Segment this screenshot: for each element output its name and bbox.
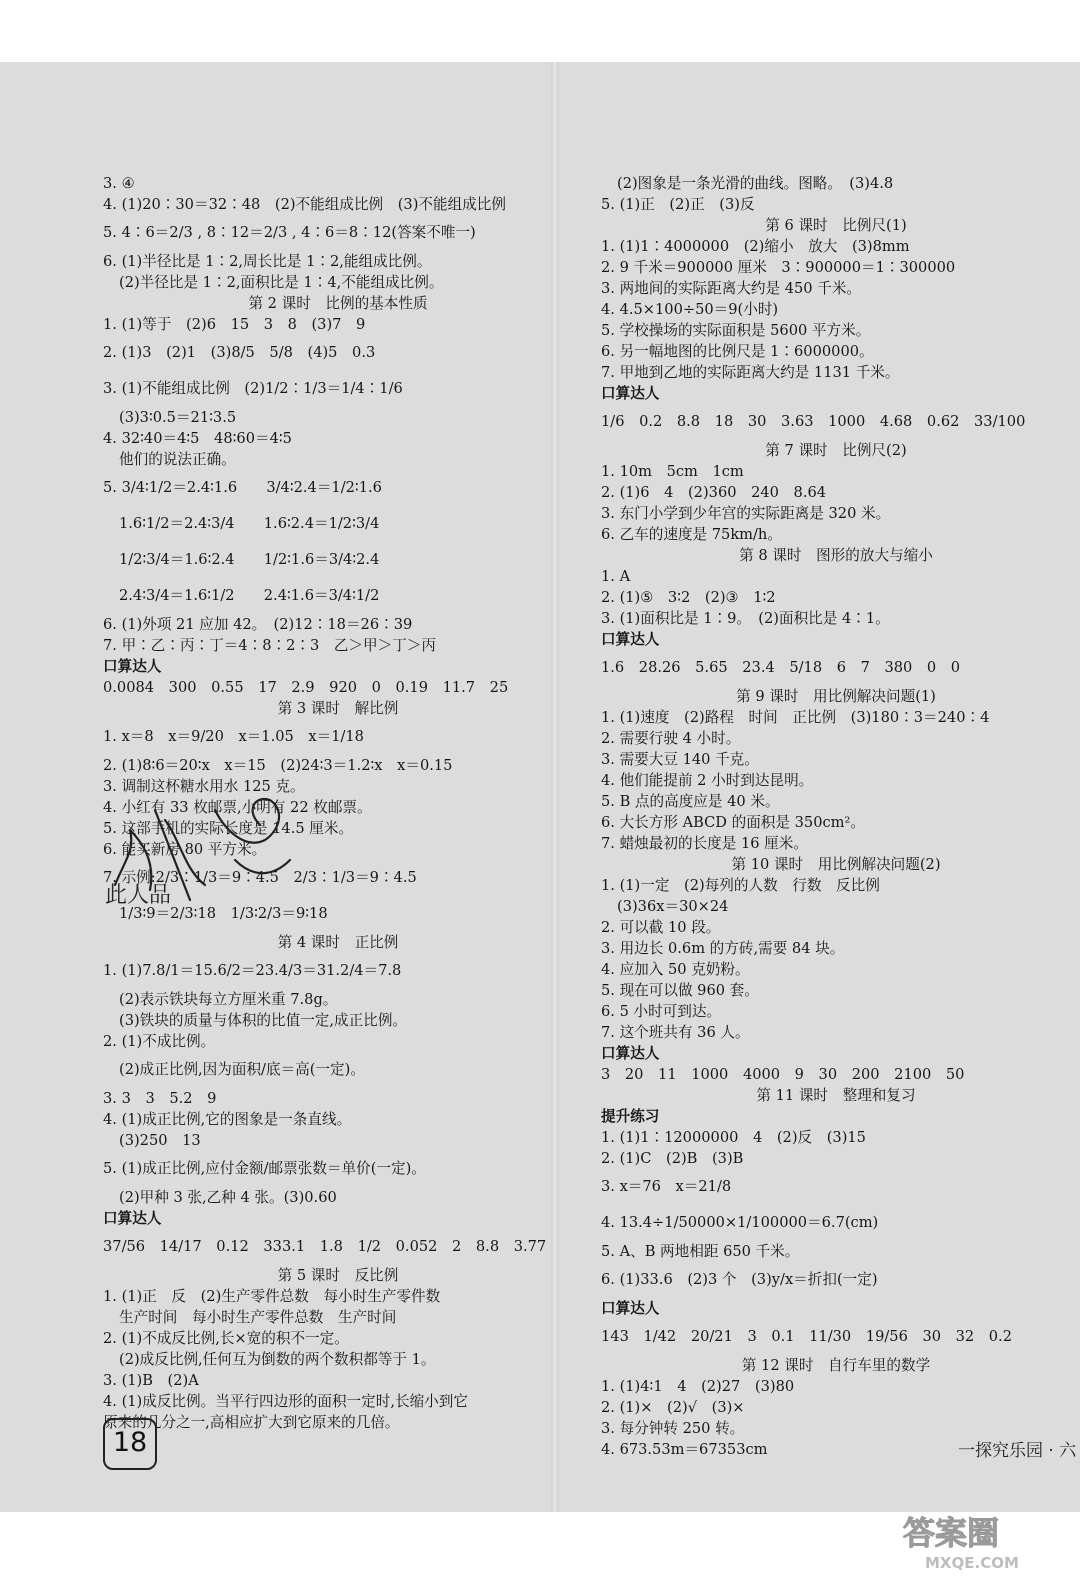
lesson-heading: 第 7 课时 比例尺(2) (765, 442, 907, 459)
answer-line: 6. (1)外项 21 应加 42。 (2)12∶18＝26∶39 (103, 616, 413, 633)
section-label: 口算达人 (601, 631, 660, 648)
answer-line: 原来的几分之一,高相应扩大到它原来的几倍。 (103, 1414, 400, 1431)
answer-line: 1. (1)7.8/1＝15.6/2＝23.4/3＝31.2/4＝7.8 (103, 962, 402, 979)
answer-line: 1. (1)1∶4000000 (2)缩小 放大 (3)8mm (601, 238, 910, 255)
answer-line: 1/6 0.2 8.8 18 30 3.63 1000 4.68 0.62 33/100 (601, 413, 1026, 430)
handwriting-text: 此人品 (105, 883, 172, 908)
answer-line: 1/2∶3/4＝1.6∶2.4 1/2∶1.6＝3/4∶2.4 (119, 551, 380, 568)
answer-line: 7. 这个班共有 36 人。 (601, 1024, 750, 1041)
answer-line: 2. 9 千米＝900000 厘米 3∶900000＝1∶300000 (601, 259, 956, 276)
answer-line: 4. 4.5×100÷50＝9(小时) (601, 301, 779, 318)
answer-line: 7. 示例:2/3∶1/3＝9∶4.5 2/3∶1/3＝9∶4.5 (103, 869, 417, 886)
lesson-heading: 第 11 课时 整理和复习 (756, 1087, 916, 1104)
answer-line: 5. 这部手机的实际长度是 14.5 厘米。 (103, 820, 354, 837)
lesson-heading: 第 9 课时 用比例解决问题(1) (736, 688, 936, 705)
answer-line: 0.0084 300 0.55 17 2.9 920 0 0.19 11.7 25 (103, 679, 509, 696)
answer-line: 143 1/42 20/21 3 0.1 11/30 19/56 30 32 0.2 (601, 1328, 1012, 1345)
answer-line: 4. 应加入 50 克奶粉。 (601, 961, 750, 978)
answer-line: 7. 甲地到乙地的实际距离大约是 1131 千米。 (601, 364, 900, 381)
answer-line: 1.6∶1/2＝2.4∶3/4 1.6∶2.4＝1/2∶3/4 (119, 515, 380, 532)
answer-line: 6. 能买新房 80 平方米。 (103, 841, 267, 858)
answer-line: (2)表示铁块每立方厘米重 7.8g。 (119, 991, 338, 1008)
answer-line: 5. 4∶6＝2/3 , 8∶12＝2/3 , 4∶6＝8∶12(答案不唯一) (103, 224, 476, 241)
section-label: 口算达人 (601, 1045, 660, 1062)
answer-line: 2. (1)不成比例。 (103, 1033, 216, 1050)
page-number: 18 (103, 1418, 157, 1470)
answer-line: 1. (1)正 反 (2)生产零件总数 每小时生产零件数 (103, 1288, 441, 1305)
answer-line: 1.6 28.26 5.65 23.4 5/18 6 7 380 0 0 (601, 659, 961, 676)
answer-line: 7. 甲∶乙∶丙∶丁＝4∶8∶2∶3 乙＞甲＞丁＞丙 (103, 637, 436, 654)
answer-line: 3. 两地间的实际距离大约是 450 千米。 (601, 280, 862, 297)
answer-line: 3. ④ (103, 175, 135, 192)
answer-line: (2)成反比例,任何互为倒数的两个数积都等于 1。 (119, 1351, 436, 1368)
section-label: 口算达人 (601, 385, 660, 402)
answer-line: 1/3∶9＝2/3∶18 1/3∶2/3＝9∶18 (119, 905, 328, 922)
section-label: 提升练习 (601, 1108, 660, 1125)
answer-line: 1. A (601, 568, 631, 585)
lesson-heading: 第 12 课时 自行车里的数学 (741, 1357, 931, 1374)
answer-line: 6. 大长方形 ABCD 的面积是 350cm²。 (601, 814, 865, 831)
lesson-heading: 第 10 课时 用比例解决问题(2) (731, 856, 941, 873)
watermark-url: MXQE.COM (925, 1554, 1019, 1572)
answer-line: 4. 他们能提前 2 小时到达昆明。 (601, 772, 814, 789)
lesson-heading: 第 8 课时 图形的放大与缩小 (739, 547, 933, 564)
answer-line: 4. 小红有 33 枚邮票,小明有 22 枚邮票。 (103, 799, 372, 816)
answer-line: (2)成正比例,因为面积/底＝高(一定)。 (119, 1061, 365, 1078)
answer-line: 2. (1)C (2)B (3)B (601, 1150, 744, 1167)
lesson-heading: 第 5 课时 反比例 (277, 1267, 399, 1284)
answer-line: 5. 3/4∶1/2＝2.4∶1.6 3/4∶2.4＝1/2∶1.6 (103, 479, 382, 496)
answer-line: (3)250 13 (119, 1132, 201, 1149)
answer-line: 3. (1)B (2)A (103, 1372, 199, 1389)
answer-line: 2. 需要行驶 4 小时。 (601, 730, 741, 747)
answer-line: 2. (1)8∶6＝20∶x x＝15 (2)24∶3＝1.2∶x x＝0.15 (103, 757, 453, 774)
answer-line: 6. 另一幅地图的比例尺是 1∶6000000。 (601, 343, 874, 360)
answer-line: 2. (1)6 4 (2)360 240 8.64 (601, 484, 827, 501)
answer-line: 4. 673.53m＝67353cm (601, 1441, 768, 1458)
watermark-text: 答案圈 (903, 1514, 1000, 1552)
answer-line: 2. (1)3 (2)1 (3)8/5 5/8 (4)5 0.3 (103, 344, 376, 361)
answer-line: (2)半径比是 1∶2,面积比是 1∶4,不能组成比例。 (119, 274, 444, 291)
answer-line: 生产时间 每小时生产零件总数 生产时间 (119, 1309, 397, 1326)
answer-line: 1. (1)一定 (2)每列的人数 行数 反比例 (601, 877, 880, 894)
answer-line: 1. (1)4∶1 4 (2)27 (3)80 (601, 1378, 795, 1395)
footer-series-title: 一探究乐园 · 六 (958, 1441, 1077, 1461)
answer-line: 6. 乙车的速度是 75km/h。 (601, 526, 782, 543)
answer-line: 1. x＝8 x＝9/20 x＝1.05 x＝1/18 (103, 728, 364, 745)
answer-line: 1. (1)1∶12000000 4 (2)反 (3)15 (601, 1129, 866, 1146)
section-label: 口算达人 (103, 1210, 162, 1227)
section-label: 口算达人 (601, 1300, 660, 1317)
answer-line: 3. 调制这杯糖水用水 125 克。 (103, 778, 305, 795)
answer-line: 6. 5 小时可到达。 (601, 1003, 722, 1020)
answer-line: 5. B 点的高度应是 40 米。 (601, 793, 780, 810)
answer-line: 4. 32∶40＝4∶5 48∶60＝4∶5 (103, 430, 292, 447)
right-column (601, 173, 1071, 1460)
answer-line: 3. 东门小学到少年宫的实际距离是 320 米。 (601, 505, 891, 522)
section-label: 口算达人 (103, 658, 162, 675)
lesson-heading: 第 6 课时 比例尺(1) (765, 217, 907, 234)
answer-line: 2. 可以截 10 段。 (601, 919, 721, 936)
lesson-heading: 第 3 课时 解比例 (277, 700, 399, 717)
answer-line: 5. 学校操场的实际面积是 5600 平方米。 (601, 322, 871, 339)
answer-line: 2. (1)× (2)√ (3)× (601, 1399, 745, 1416)
answer-line: 5. (1)正 (2)正 (3)反 (601, 196, 755, 213)
answer-line: 1. (1)速度 (2)路程 时间 正比例 (3)180∶3＝240∶4 (601, 709, 990, 726)
answer-line: 2. (1)⑤ 3∶2 (2)③ 1∶2 (601, 589, 776, 606)
answer-line: 3. x＝76 x＝21/8 (601, 1178, 732, 1195)
answer-line: 4. (1)成反比例。当平行四边形的面积一定时,长缩小到它 (103, 1393, 468, 1410)
answer-line: 5. 现在可以做 960 套。 (601, 982, 759, 999)
answer-line: 3. 3 3 5.2 9 (103, 1090, 217, 1107)
answer-line: 5. A、B 两地相距 650 千米。 (601, 1243, 800, 1260)
answer-line: 1. (1)等于 (2)6 15 3 8 (3)7 9 (103, 316, 366, 333)
answer-line: 2.4∶3/4＝1.6∶1/2 2.4∶1.6＝3/4∶1/2 (119, 587, 380, 604)
answer-line: 4. (1)20∶30＝32∶48 (2)不能组成比例 (3)不能组成比例 (103, 196, 506, 213)
answer-line: (2)甲种 3 张,乙种 4 张。(3)0.60 (119, 1189, 337, 1206)
answer-line: (3)铁块的质量与体积的比值一定,成正比例。 (119, 1012, 408, 1029)
lesson-heading: 第 2 课时 比例的基本性质 (248, 295, 428, 312)
answer-line: 6. (1)半径比是 1∶2,周长比是 1∶2,能组成比例。 (103, 253, 432, 270)
answer-line: (3)3∶0.5＝21∶3.5 (119, 409, 237, 426)
answer-line: 3 20 11 1000 4000 9 30 200 2100 50 (601, 1066, 965, 1083)
answer-line: 4. 13.4÷1/50000×1/100000＝6.7(cm) (601, 1214, 879, 1231)
answer-line: 3. 用边长 0.6m 的方砖,需要 84 块。 (601, 940, 845, 957)
answer-line: 4. (1)成正比例,它的图象是一条直线。 (103, 1111, 352, 1128)
answer-line: 2. (1)不成反比例,长×宽的积不一定。 (103, 1330, 349, 1347)
answer-line: (2)图象是一条光滑的曲线。图略。 (3)4.8 (617, 175, 894, 192)
answer-line: 37/56 14/17 0.12 333.1 1.8 1/2 0.052 2 8.8 3.77 (103, 1238, 547, 1255)
answer-line: 3. (1)面积比是 1∶9。 (2)面积比是 4∶1。 (601, 610, 890, 627)
answer-line: 3. (1)不能组成比例 (2)1/2∶1/3＝1/4∶1/6 (103, 380, 403, 397)
watermark-logo (895, 1508, 1075, 1574)
answer-line: (3)36x＝30×24 (617, 898, 729, 915)
answer-line: 5. (1)成正比例,应付金额/邮票张数＝单价(一定)。 (103, 1160, 426, 1177)
answer-line: 7. 蜡烛最初的长度是 16 厘米。 (601, 835, 808, 852)
answer-line: 3. 需要大豆 140 千克。 (601, 751, 759, 768)
lesson-heading: 第 4 课时 正比例 (277, 934, 399, 951)
answer-line: 6. (1)33.6 (2)3 个 (3)y/x＝折扣(一定) (601, 1271, 878, 1288)
left-column (103, 173, 573, 1433)
answer-line: 1. 10m 5cm 1cm (601, 463, 744, 480)
answer-line: 他们的说法正确。 (119, 451, 236, 468)
answer-line: 3. 每分钟转 250 转。 (601, 1420, 745, 1437)
